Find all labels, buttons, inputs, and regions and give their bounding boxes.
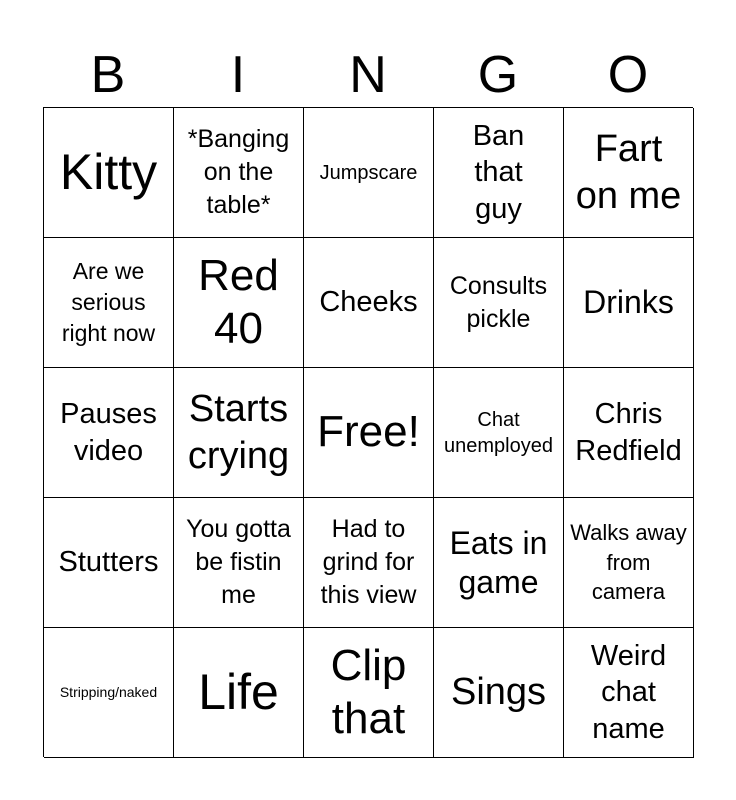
header-letter-b: B xyxy=(90,46,126,104)
cell-label: *Banging on the table* xyxy=(187,125,290,219)
bingo-cell[interactable] xyxy=(564,628,694,758)
header-letter-g: G xyxy=(477,46,519,104)
cell-label: Starts crying xyxy=(187,388,290,477)
bingo-cell[interactable] xyxy=(304,628,434,758)
bingo-cell[interactable] xyxy=(174,108,304,238)
cell-label: Eats in game xyxy=(449,525,548,600)
cell-label: Are we serious right now xyxy=(61,257,156,347)
bingo-cell[interactable] xyxy=(434,108,564,238)
bingo-cell[interactable] xyxy=(44,368,174,498)
bingo-cell[interactable] xyxy=(564,368,694,498)
bingo-cell[interactable] xyxy=(434,368,564,498)
cell-label: Kitty xyxy=(59,143,158,200)
cell-label: You gotta be fistin me xyxy=(186,515,291,609)
bingo-cell[interactable] xyxy=(174,628,304,758)
header-letter-n: N xyxy=(349,46,387,104)
cell-label: Clip that xyxy=(330,640,407,743)
cell-label: Fart on me xyxy=(575,128,682,217)
bingo-cell[interactable] xyxy=(304,368,434,498)
bingo-cell[interactable] xyxy=(304,238,434,368)
cell-label: Chris Redfield xyxy=(575,398,682,467)
bingo-cell[interactable] xyxy=(44,498,174,628)
bingo-cell[interactable] xyxy=(564,238,694,368)
cell-label: Free! xyxy=(317,407,420,457)
bingo-cell[interactable] xyxy=(174,238,304,368)
bingo-cell[interactable] xyxy=(304,498,434,628)
cell-label: Cheeks xyxy=(319,286,418,319)
cell-label: Life xyxy=(198,663,279,720)
cell-label: Stripping/naked xyxy=(59,684,158,701)
bingo-cell[interactable] xyxy=(44,108,174,238)
bingo-cell[interactable] xyxy=(434,498,564,628)
bingo-cell[interactable] xyxy=(174,498,304,628)
bingo-cell[interactable] xyxy=(564,498,694,628)
header-letter-o: O xyxy=(607,46,649,104)
bingo-cell[interactable] xyxy=(434,238,564,368)
cell-label: Walks away from camera xyxy=(570,519,687,605)
cell-label: Jumpscare xyxy=(319,161,418,184)
bingo-header xyxy=(43,45,693,105)
cell-label: Had to grind for this view xyxy=(320,515,417,609)
cell-label: Ban that guy xyxy=(472,120,525,225)
bingo-cell[interactable] xyxy=(44,628,174,758)
bingo-board xyxy=(43,107,693,757)
cell-label: Stutters xyxy=(58,546,159,579)
cell-label: Weird chat name xyxy=(590,640,667,745)
bingo-cell[interactable] xyxy=(564,108,694,238)
cell-label: Chat unemployed xyxy=(444,408,553,457)
header-letter-i: I xyxy=(230,46,246,104)
bingo-cell[interactable] xyxy=(304,108,434,238)
cell-label: Red 40 xyxy=(198,250,279,353)
bingo-cell[interactable] xyxy=(44,238,174,368)
bingo-cell[interactable] xyxy=(174,368,304,498)
bingo-cell[interactable] xyxy=(434,628,564,758)
cell-label: Consults pickle xyxy=(449,271,548,333)
cell-label: Sings xyxy=(450,671,547,714)
cell-label: Drinks xyxy=(583,284,674,321)
cell-label: Pauses video xyxy=(60,398,157,467)
